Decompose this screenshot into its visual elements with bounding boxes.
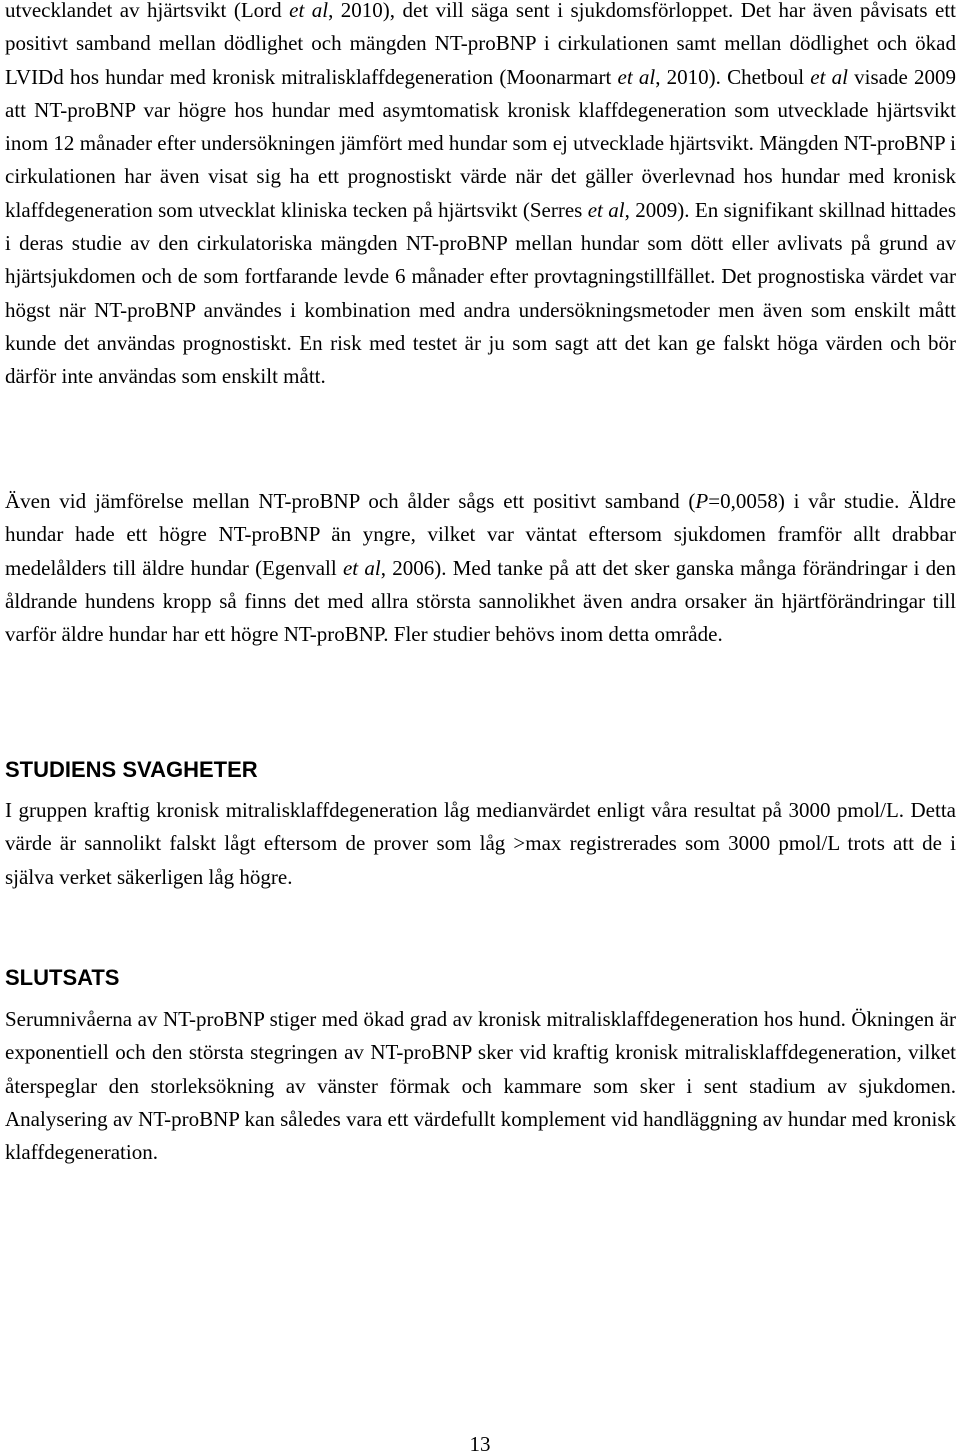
text-run: =0,0058) i vår studie. Äldre hundar hade ett högre NT-proBNP än yngre, vilket var väntat eftersom sjukdomen framför allt drabbar medelålders till äldre hundar (Egenvall bbox=[5, 489, 956, 580]
text-run: , 2010). Chetboul bbox=[655, 64, 811, 89]
paragraph-conclusion bbox=[5, 1003, 956, 1169]
text-run: , 2010), det vill säga sent i sjukdomsförloppet. Det har även påvisats ett positivt samband mellan dödlighet och mängden NT-proBNP i cirkulationen samt mellan dödlighet och ökad LVIDd hos hundar med kronisk mitralisklaffdegeneration (Moonarmart bbox=[5, 0, 956, 89]
italic-text: et al bbox=[810, 64, 848, 89]
text-run: I gruppen kraftig kronisk mitralisklaffdegeneration låg medianvärdet enligt våra resultat på 3000 pmol/L. Detta värde är sannolikt falskt lågt eftersom de prover som låg >max registrerades som 3000 pmol/L trots att de i själva verket säkerligen låg högre. bbox=[5, 798, 956, 889]
heading-conclusion: SLUTSATS bbox=[5, 965, 120, 990]
paragraph-weaknesses bbox=[5, 794, 956, 894]
italic-text: et al bbox=[617, 64, 656, 89]
italic-text: et al bbox=[587, 197, 625, 222]
paragraph-discussion bbox=[5, 0, 956, 394]
paragraph-age-correlation bbox=[5, 485, 956, 651]
text-run: , 2006). Med tanke på att det sker ganska många förändringar i den åldrande hundens kropp så finns det med allra största sannolikhet även andra orsaker än hjärtförändringar till varför äldre hundar har ett högre NT-proBNP. Fler studier behövs inom detta område. bbox=[5, 555, 956, 647]
page-number: 13 bbox=[469, 1432, 491, 1456]
italic-text: et al bbox=[289, 0, 329, 22]
text-run: Även vid jämförelse mellan NT-proBNP och ålder sågs ett positivt samband ( bbox=[5, 489, 696, 513]
text-run: , 2009). En signifikant skillnad hittades i deras studie av den cirkulatoriska mängden NT-proBNP mellan hundar som dött eller avlivats på grund av hjärtsjukdomen och de som fortfarande levde 6 månader efter provtagningstillfället. Det prognostiska värdet var högst när NT-proBNP användes i kombination med andra undersökningsmetoder men även som enskilt mått kunde det användas prognostiskt. En risk med testet är ju som sagt att det kan ge falskt höga värden och bör därför inte användas som enskilt mått. bbox=[5, 197, 956, 389]
text-run: visade 2009 att NT-proBNP var högre hos hundar med asymtomatisk kronisk klaffdegeneration som utvecklade hjärtsvikt inom 12 månader efter undersökningen jämfört med hundar som ej utvecklade hjärtsvikt. Mängden NT-proBNP i cirkulationen har även visat sig ha ett prognostiskt värde när det gäller överlevnad hos hundar med kronisk klaffdegeneration som utvecklat kliniska tecken på hjärtsvikt (Serres bbox=[5, 64, 956, 222]
italic-text: et al bbox=[342, 555, 381, 580]
text-run: utvecklandet av hjärtsvikt (Lord bbox=[5, 0, 290, 22]
heading-weaknesses: STUDIENS SVAGHETER bbox=[5, 757, 258, 782]
italic-text: P bbox=[695, 489, 709, 513]
text-run: Serumnivåerna av NT-proBNP stiger med ökad grad av kronisk mitralisklaffdegeneration hos hund. Ökningen är exponentiell och den största stegringen av NT-proBNP sker vid kraftig kronisk mitralisklaffdegeneration, vilket återspeglar den storleksökning av vänster förmak och kammare som sker i sent stadium av sjukdomen. Analysering av NT-proBNP kan således vara ett värdefullt komplement vid handläggning av hundar med kronisk klaffdegeneration. bbox=[5, 1007, 956, 1165]
